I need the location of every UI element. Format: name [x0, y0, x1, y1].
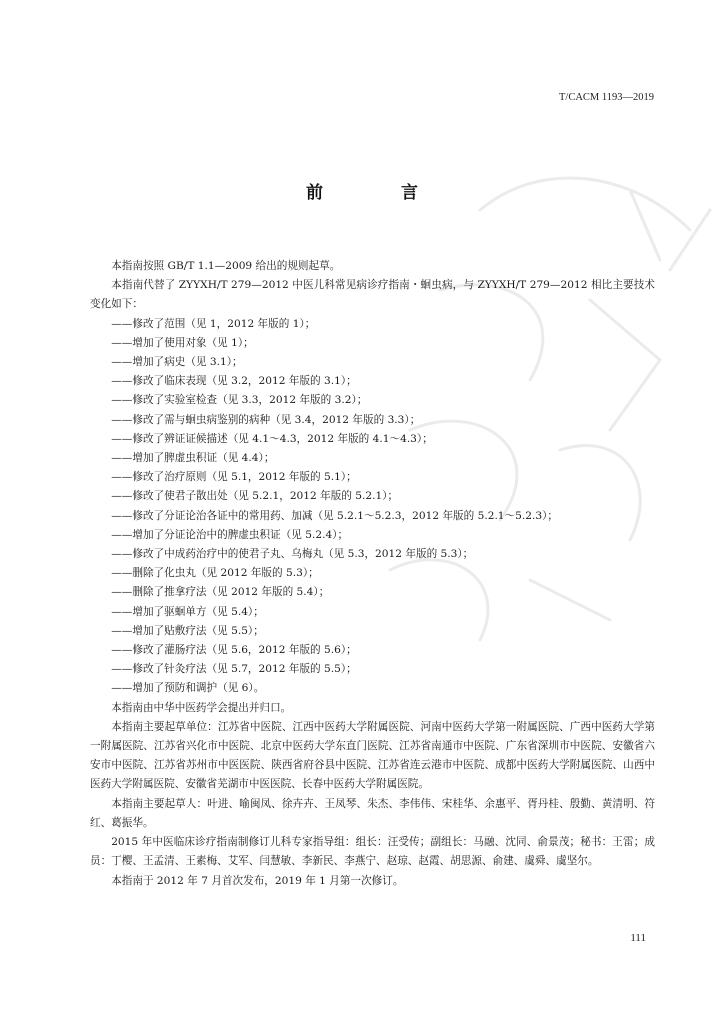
standard-code: T/CACM 1193—2019	[559, 92, 654, 103]
change-item: ——修改了中成药治疗中的使君子丸、乌梅丸（见 5.3，2012 年版的 5.3）；	[111, 548, 474, 561]
change-item: ——修改了临床表现（见 3.2，2012 年版的 3.1）；	[111, 375, 357, 388]
expert-group-paragraph: 2015 年中医临床诊疗指南制修订儿科专家指导组：组长：汪受传；副组长：马融、沈同、俞景茂；秘书：王雷；成员：丁樱、王孟清、王素梅、艾军、闫慧敏、李新民、李燕宁、赵琼、赵霞、胡思源、俞建、虞舜、虞坚尔。	[90, 836, 655, 868]
drafters-paragraph: 本指南主要起草人：叶进、喻闽凤、徐卉卉、王凤琴、朱杰、李伟伟、宋桂华、余惠平、胥丹桂、殷勤、黄清明、符红、葛振华。	[90, 797, 655, 829]
replacement-paragraph: 本指南代替了 ZYYXH/T 279—2012 中医儿科常见病诊疗指南・蛔虫病，与 ZYYXH/T 279—2012 相比主要技术变化如下：	[90, 279, 655, 311]
change-item: ——修改了治疗原则（见 5.1，2012 年版的 5.1）；	[111, 471, 357, 484]
change-item: ——修改了需与蛔虫病鉴别的病种（见 3.4，2012 年版的 3.3）；	[111, 413, 421, 426]
change-item: ——删除了化虫丸（见 2012 年版的 5.3）；	[111, 567, 319, 580]
change-item: ——修改了范围（见 1，2012 年版的 1）；	[111, 317, 316, 330]
change-item: ——修改了针灸疗法（见 5.7，2012 年版的 5.5）；	[111, 663, 357, 676]
change-item: ——修改了分证论治各证中的常用药、加减（见 5.2.1～5.2.3，2012 年版的 5.2.1～5.2.3）；	[111, 509, 558, 522]
change-item: ——增加了驱蛔单方（见 5.4）；	[111, 605, 264, 618]
drafting-rules-paragraph: 本指南按照 GB/T 1.1—2009 给出的规则起草。	[111, 260, 341, 272]
change-item: ——修改了实验室检查（见 3.3，2012 年版的 3.2）；	[111, 394, 368, 407]
change-item: ——增加了贴敷疗法（见 5.5）；	[111, 624, 264, 637]
change-item: ——增加了预防和调护（见 6）。	[111, 682, 265, 695]
change-item: ——修改了灌肠疗法（见 5.6，2012 年版的 5.6）；	[111, 644, 357, 657]
drafting-units-paragraph: 本指南主要起草单位：江苏省中医院、江西中医药大学附属医院、河南中医药大学第一附属医院、广西中医药大学第一附属医院、江苏省兴化市中医院、北京中医药大学东直门医院、江苏省南通市中医院、广东省深圳市中医院、安徽省六安市中医院、江苏省苏州市中医医院、陕西省府谷县中医院、江苏省连云港市中医院、成都中医药大学附属医院、山西中医药大学附属医院、安徽省芜湖市中医医院、长春中医药大学附属医院。	[90, 720, 655, 791]
page-number: 111	[630, 932, 646, 944]
proposer-paragraph: 本指南由中华中医药学会提出并归口。	[111, 701, 292, 714]
change-item: ——修改了使君子散出处（见 5.2.1，2012 年版的 5.2.1）；	[111, 490, 399, 503]
change-item: ——增加了脾虚虫积证（见 4.4）；	[111, 452, 275, 465]
change-item: ——增加了分证论治中的脾虚虫积证（见 5.2.4）；	[111, 528, 349, 541]
page-title: 前 言	[306, 183, 454, 203]
change-item: ——修改了辨证证候描述（见 4.1～4.3，2012 年版的 4.1～4.3）；	[111, 432, 433, 445]
change-item: ——删除了推拿疗法（见 2012 年版的 5.4）；	[111, 586, 330, 599]
change-item: ——增加了病史（见 3.1）；	[111, 356, 243, 369]
publication-history-paragraph: 本指南于 2012 年 7 月首次发布，2019 年 1 月第一次修订。	[111, 874, 404, 887]
change-item: ——增加了使用对象（见 1）；	[111, 336, 254, 349]
foreword-body	[90, 257, 655, 891]
